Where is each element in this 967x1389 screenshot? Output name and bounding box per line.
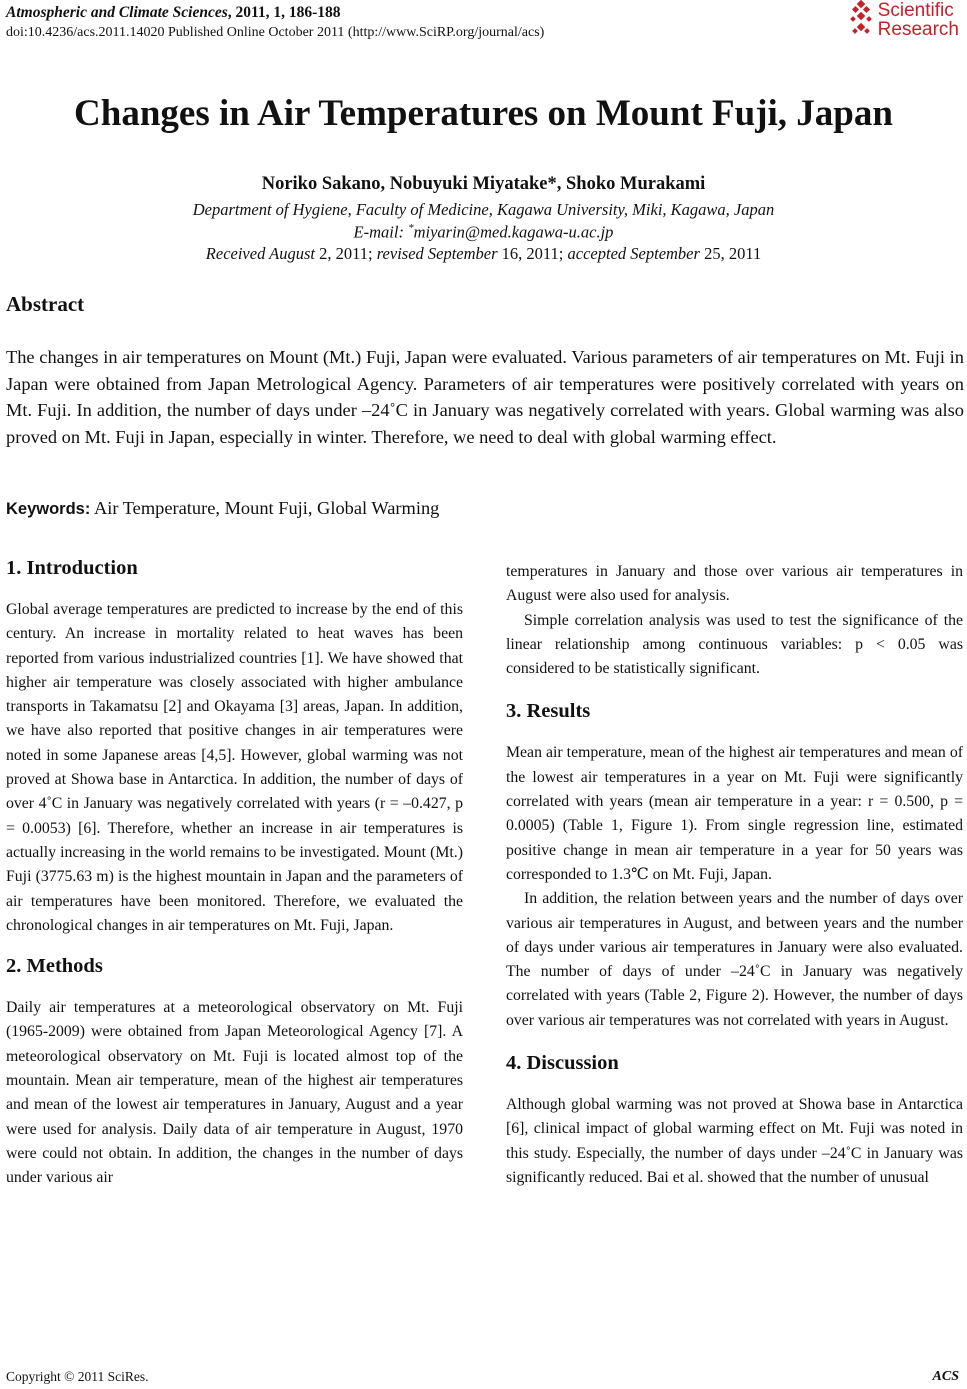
- received-dates: Received August 2, 2011; revised September 16, 2011; accepted September 25, 2011: [205, 244, 762, 263]
- methods-continued-paragraph: temperatures in January and those over various air temperatures in August were also used for analysis.: [506, 563, 963, 605]
- section-heading-methods: 2. Methods: [6, 955, 103, 978]
- results-paragraph-2: In addition, the relation between years and the number of days over various air temperatures in August, and between years and the number of days under various air temperatures in January were also evaluated. The number of days of under –24˚C in January was negatively correlated with years (Table 2, Figure 2). However, the number of days over various air temperatures was not correlated with years in August.: [506, 890, 963, 1029]
- doi-line: doi:10.4236/acs.2011.14020 Published Online October 2011 (http://www.SciRP.org/journal/acs): [6, 25, 545, 40]
- authors: Noriko Sakano, Nobuyuki Miyatake*, Shoko Murakami: [261, 174, 706, 194]
- email-line: E-mail: *miyarin@med.kagawa-u.ac.jp: [353, 222, 614, 242]
- email-address[interactable]: miyarin@med.kagawa-u.ac.jp: [413, 222, 614, 242]
- section-heading-introduction: 1. Introduction: [6, 557, 138, 579]
- abstract-text: The changes in air temperatures on Mount (Mt.) Fuji, Japan were evaluated. Various parameters of air temperatures on Mt. Fuji in Japan were obtained from Japan Metrological Agency. Parameters of air temperatures were positively correlated with years on Mt. Fuji. In addition, the number of days under –24˚C in January was negatively correlated with years. Global warming was also proved on Mt. Fuji in Japan, especially in winter. Therefore, we need to deal with global warming effect.: [6, 347, 964, 447]
- abstract-heading: Abstract: [6, 292, 85, 316]
- paper-title: Changes in Air Temperatures on Mount Fuji, Japan: [74, 93, 893, 134]
- copyright: Copyright © 2011 SciRes.: [6, 1369, 149, 1384]
- keywords: Keywords: Air Temperature, Mount Fuji, Global Warming: [6, 498, 440, 518]
- logo-text-research: Research: [877, 19, 959, 40]
- logo-text-scientific: Scientific: [877, 0, 954, 21]
- left-column: [6, 556, 463, 1191]
- journal-abbreviation: ACS: [932, 1369, 959, 1384]
- methods-statistics-paragraph: Simple correlation analysis was used to test the significance of the linear relationship among continuous variables: p < 0.05 was considered to be statistically significant.: [506, 611, 963, 678]
- publisher-logo: [850, 0, 959, 39]
- affiliation: Department of Hygiene, Faculty of Medicine, Kagawa University, Miki, Kagawa, Japan: [192, 200, 775, 219]
- right-column: [506, 560, 963, 1190]
- scirp-logo-icon: [850, 0, 874, 38]
- journal-name: Atmospheric and Climate Sciences, 2011, 1, 186-188: [6, 4, 341, 21]
- intro-paragraph: Global average temperatures are predicted to increase by the end of this century. An increase in mortality related to heat waves has been reported from various industrialized countries [1]. We have showed that higher air temperature was closely associated with higher ambulance transports in Takamatsu [2] and Okayama [3] areas, Japan. In addition, we have also reported that positive changes in air temperatures were noted in some Japanese areas [4,5]. However, global warming was not proved at Showa base in Antarctica. In addition, the number of days of over 4˚C in January was negatively correlated with years (r = –0.427, p = 0.0053) [6]. Therefore, whether an increase in air temperatures is actually increasing in the world remains to be investigated. Mount (Mt.) Fuji (3775.63 m) is the highest mountain in Japan and the parameters of air temperatures have been monitored. Therefore, we evaluated the chronological changes in air temperatures on Mt. Fuji, Japan.: [6, 601, 463, 934]
- section-heading-results: 3. Results: [506, 700, 591, 723]
- section-heading-discussion: 4. Discussion: [506, 1052, 619, 1075]
- methods-paragraph: Daily air temperatures at a meteorological observatory on Mt. Fuji (1965-2009) were obtained from Japan Meteorological Agency [7]. A meteorological observatory on Mt. Fuji is located almost top of the mountain. Mean air temperature, mean of the highest air temperatures and mean of the lowest air temperatures in January, August and a year were used for analysis. Daily data of air temperature in August, 1970 were could not obtain. In addition, the changes in the number of days under various air: [6, 999, 463, 1187]
- results-paragraph-1: Mean air temperature, mean of the highest air temperatures and mean of the lowest air temperatures in a year on Mt. Fuji were significantly correlated with years (mean air temperature in a year: r = 0.500, p = 0.0005) (Table 1, Figure 1). From single regression line, estimated positive change in mean air temperature in a year for 50 years was corresponded to 1.3℃ on Mt. Fuji, Japan.: [506, 744, 963, 883]
- discussion-paragraph: Although global warming was not proved at Showa base in Antarctica [6], clinical impact of global warming effect on Mt. Fuji was noted in this study. Especially, the number of days under –24˚C in January was significantly reduced. Bai et al. showed that the number of unusual: [506, 1096, 963, 1186]
